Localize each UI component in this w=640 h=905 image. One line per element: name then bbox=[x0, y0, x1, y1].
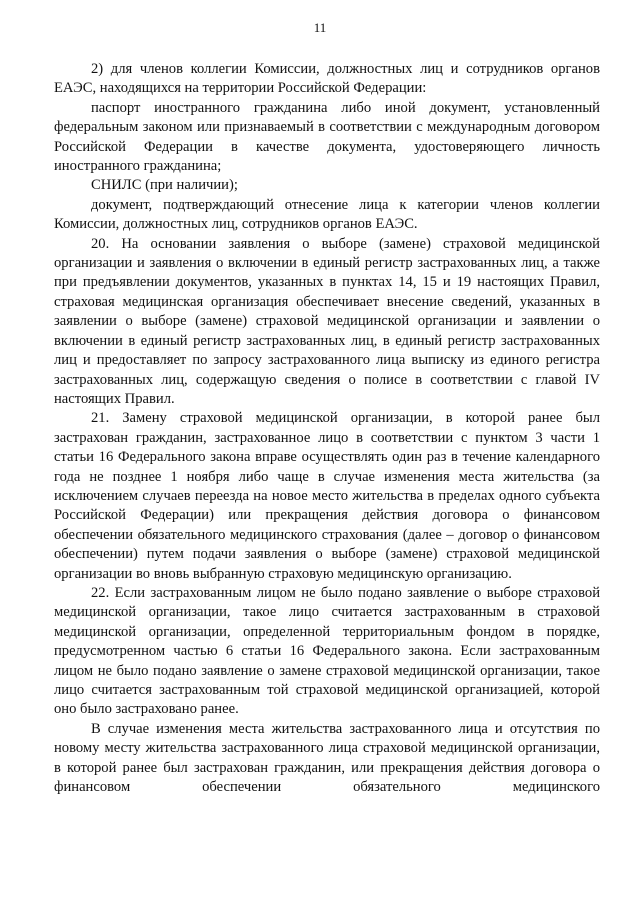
page-number: 11 bbox=[313, 20, 327, 35]
paragraph-snils: СНИЛС (при наличии); bbox=[91, 177, 238, 194]
document-body bbox=[54, 60, 600, 797]
paragraph-eaeu-document: документ, подтверждающий отнесение лица к категории членов коллегии Комиссии, должностных лиц, сотрудников органов ЕАЭС. bbox=[54, 196, 600, 233]
paragraph-passport: паспорт иностранного гражданина либо иной документ, установленный федеральным законом или признаваемый в соответствии с международным договором Российской Федерации в качестве документа, удостоверяющего личность иностранного гражданина; bbox=[54, 99, 600, 175]
paragraph-20: 20. На основании заявления о выборе (замене) страховой медицинской организации и заявления о включении в единый регистр застрахованных лиц, а также при предъявлении документов, указанных в пунктах 14, 15 и 19 настоящих Правил, страховая медицинская организация обеспечивает внесение сведений, указанных в заявлении о выборе (замене) страховой медицинской организации и заявлении о включении в единый регистр застрахованных лиц, в единый регистр застрахованных лиц и предоставляет по запросу застрахованного лица выписку из единого регистра застрахованных лиц, содержащую сведения о полисе в соответствии с главой IV настоящих Правил. bbox=[54, 235, 600, 407]
paragraph-residence-change: В случае изменения места жительства застрахованного лица и отсутствия по новому месту жительства застрахованного лица страховой медицинской организации, в которой ранее был застрахован гражданин, или прекращения действия договора о финансовом обеспечении обязательного медицинского bbox=[54, 720, 600, 796]
paragraph-22: 22. Если застрахованным лицом не было подано заявление о выборе страховой медицинской организации, такое лицо считается застрахованным в страховой медицинской организации, определенной территориальным фондом в порядке, предусмотренном частью 6 статьи 16 Федерального закона. Если застрахованным лицом не было подано заявление о замене страховой медицинской организации, такое лицо считается застрахованным той страховой медицинской организацией, которой оно было застраховано ранее. bbox=[54, 584, 600, 718]
paragraph-21: 21. Замену страховой медицинской организации, в которой ранее был застрахован гражданин, застрахованное лицо в соответствии с пунктом 3 части 1 статьи 16 Федерального закона вправе осуществлять один раз в течение календарного года не позднее 1 ноября либо чаще в случае изменения места жительства (за исключением случаев переезда на новое место жительства в пределах одного субъекта Российской Федерации) или прекращения действия договора о финансовом обеспечении обязательного медицинского страхования (далее – договор о финансовом обеспечении) путем подачи заявления о выборе (замене) страховой медицинской организации во вновь выбранную страховую медицинскую организацию. bbox=[54, 410, 600, 582]
paragraph-item-2-intro: 2) для членов коллегии Комиссии, должностных лиц и сотрудников органов ЕАЭС, находящихся на территории Российской Федерации: bbox=[54, 61, 600, 97]
